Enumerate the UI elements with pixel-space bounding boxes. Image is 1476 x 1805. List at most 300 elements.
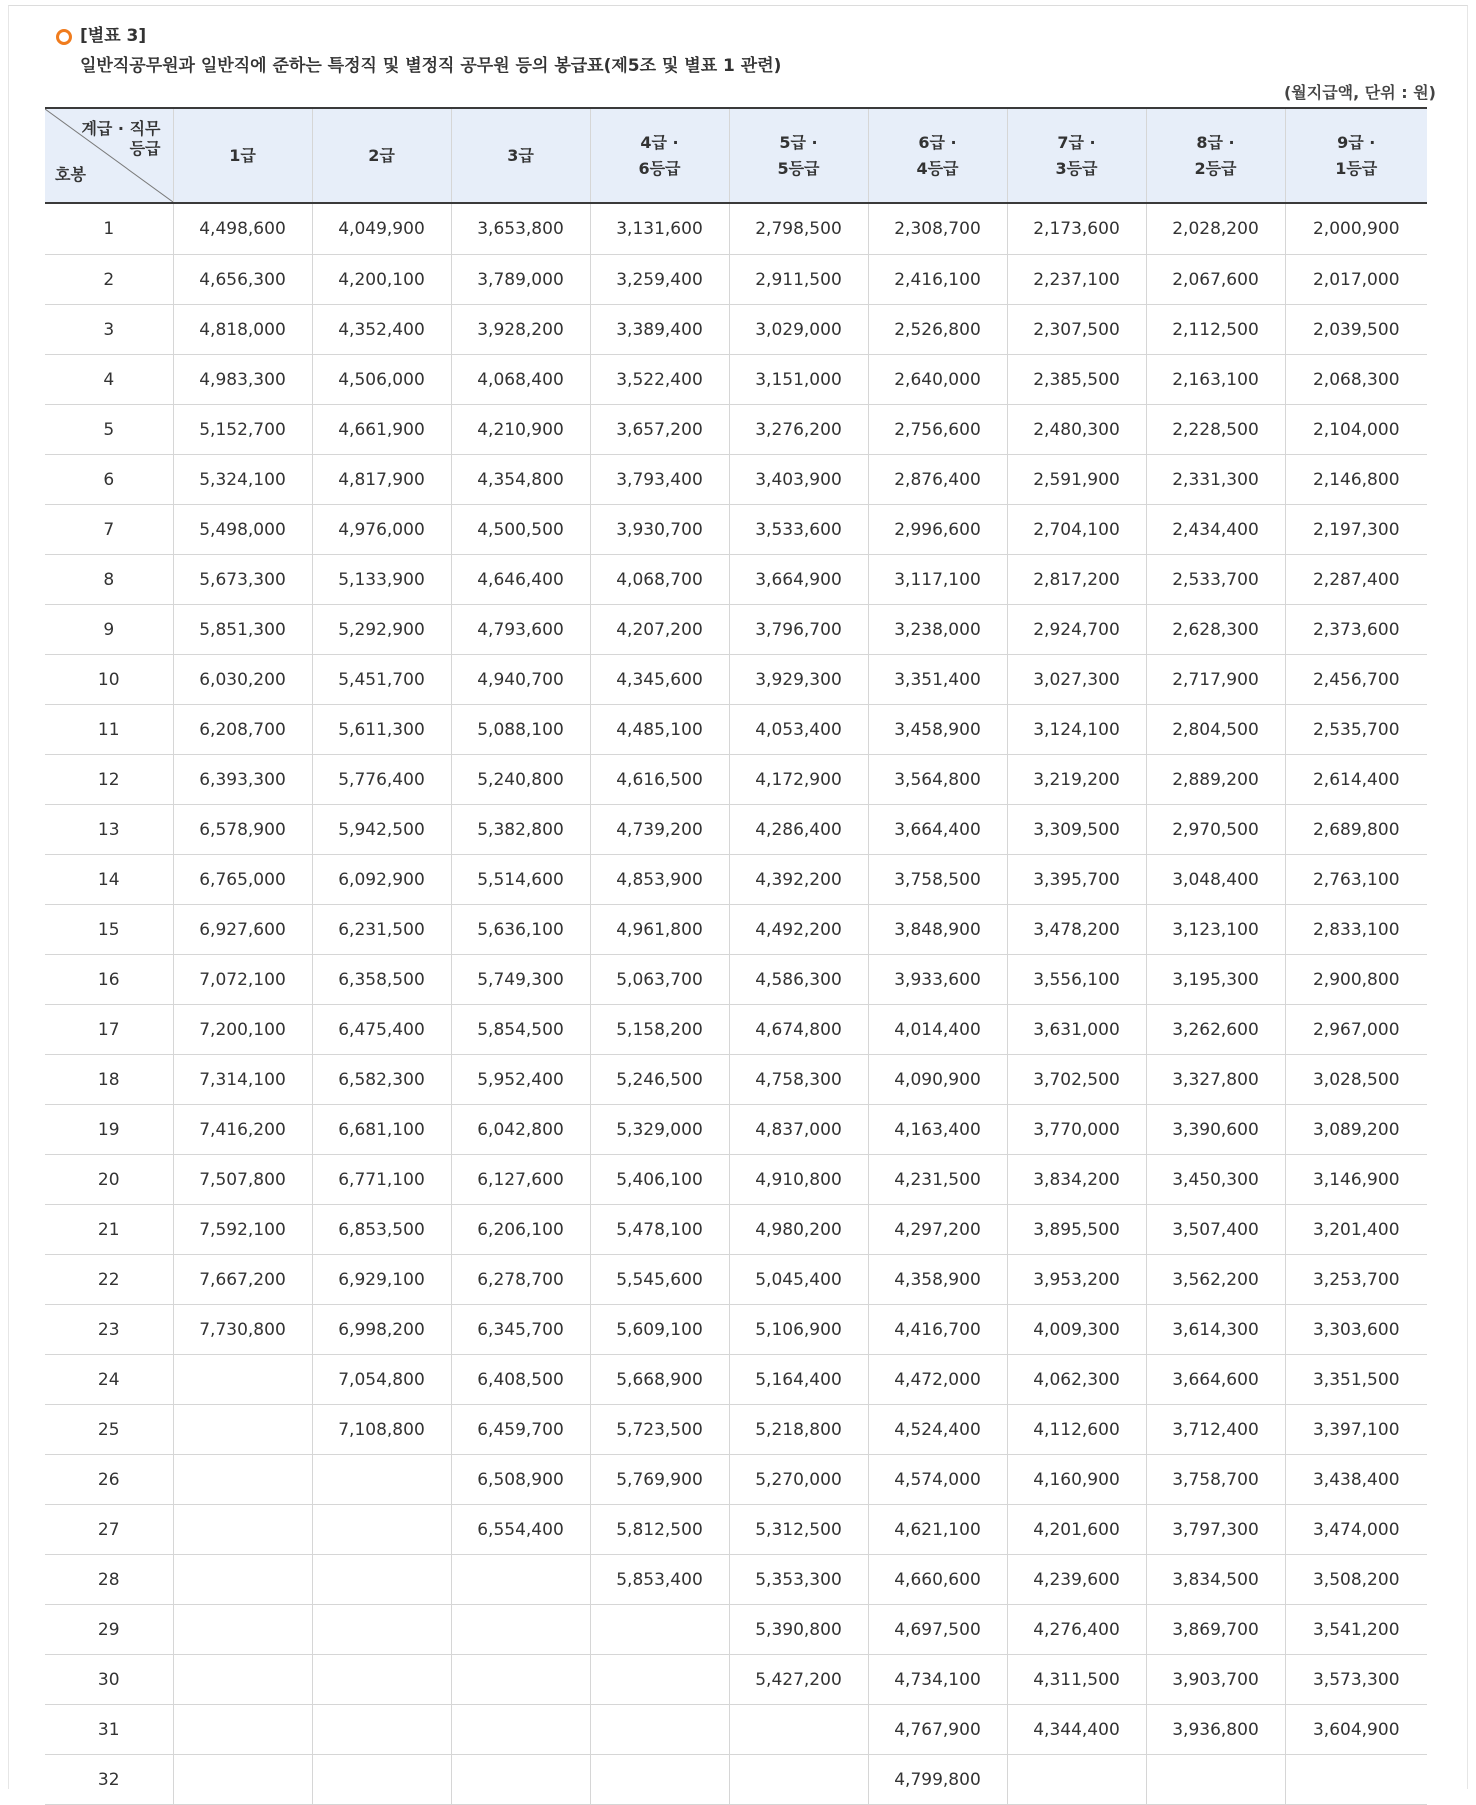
- salary-cell: 2,535,700: [1285, 705, 1427, 755]
- salary-cell: 3,562,200: [1146, 1255, 1285, 1305]
- salary-cell: 5,133,900: [312, 555, 451, 605]
- step-cell: 31: [45, 1705, 173, 1755]
- salary-cell: 3,796,700: [729, 605, 868, 655]
- salary-cell: [173, 1605, 312, 1655]
- salary-cell: 3,507,400: [1146, 1205, 1285, 1255]
- salary-cell: 2,970,500: [1146, 805, 1285, 855]
- salary-cell: 5,164,400: [729, 1355, 868, 1405]
- salary-cell: [312, 1505, 451, 1555]
- salary-cell: 2,804,500: [1146, 705, 1285, 755]
- table-row: [45, 1455, 1427, 1505]
- salary-cell: 4,961,800: [590, 905, 729, 955]
- salary-cell: 2,526,800: [868, 305, 1007, 355]
- salary-cell: 5,851,300: [173, 605, 312, 655]
- salary-cell: 6,681,100: [312, 1105, 451, 1155]
- salary-cell: 3,474,000: [1285, 1505, 1427, 1555]
- salary-cell: 7,667,200: [173, 1255, 312, 1305]
- corner-grade-line1: 계급 · 직무: [81, 119, 161, 138]
- salary-cell: 3,770,000: [1007, 1105, 1146, 1155]
- step-cell: 3: [45, 305, 173, 355]
- table-row: [45, 505, 1427, 555]
- salary-cell: [451, 1555, 590, 1605]
- salary-cell: [312, 1705, 451, 1755]
- salary-cell: 7,108,800: [312, 1405, 451, 1455]
- salary-cell: 4,210,900: [451, 405, 590, 455]
- salary-cell: 4,200,100: [312, 255, 451, 305]
- salary-cell: 5,292,900: [312, 605, 451, 655]
- table-row: [45, 1605, 1427, 1655]
- salary-cell: 2,996,600: [868, 505, 1007, 555]
- salary-cell: 6,998,200: [312, 1305, 451, 1355]
- salary-cell: 4,311,500: [1007, 1655, 1146, 1705]
- salary-cell: 2,228,500: [1146, 405, 1285, 455]
- salary-cell: 5,045,400: [729, 1255, 868, 1305]
- appendix-label: [별표 3]: [80, 26, 147, 46]
- column-header-8: [1146, 108, 1285, 203]
- table-row: [45, 355, 1427, 405]
- salary-cell: 4,472,000: [868, 1355, 1007, 1405]
- salary-cell: 3,123,100: [1146, 905, 1285, 955]
- column-header-line1: 3급: [507, 145, 534, 165]
- column-header-line1: 9급 ·: [1337, 132, 1376, 152]
- salary-cell: [729, 1705, 868, 1755]
- salary-cell: 6,042,800: [451, 1105, 590, 1155]
- salary-cell: 4,498,600: [173, 203, 312, 255]
- salary-cell: 4,014,400: [868, 1005, 1007, 1055]
- salary-cell: 4,009,300: [1007, 1305, 1146, 1355]
- salary-cell: [729, 1755, 868, 1805]
- salary-cell: 4,837,000: [729, 1105, 868, 1155]
- column-header-line1: 6급 ·: [918, 132, 957, 152]
- salary-cell: 5,329,000: [590, 1105, 729, 1155]
- step-cell: 8: [45, 555, 173, 605]
- salary-cell: 6,030,200: [173, 655, 312, 705]
- salary-cell: 4,910,800: [729, 1155, 868, 1205]
- salary-cell: 5,854,500: [451, 1005, 590, 1055]
- salary-cell: 5,088,100: [451, 705, 590, 755]
- step-cell: 16: [45, 955, 173, 1005]
- salary-cell: 5,451,700: [312, 655, 451, 705]
- salary-cell: 4,500,500: [451, 505, 590, 555]
- salary-cell: 2,456,700: [1285, 655, 1427, 705]
- salary-cell: 3,657,200: [590, 405, 729, 455]
- salary-cell: 3,653,800: [451, 203, 590, 255]
- salary-cell: 3,276,200: [729, 405, 868, 455]
- salary-cell: 4,160,900: [1007, 1455, 1146, 1505]
- column-header-7: [1007, 108, 1146, 203]
- table-row: [45, 805, 1427, 855]
- salary-cell: 4,049,900: [312, 203, 451, 255]
- salary-cell: 3,758,500: [868, 855, 1007, 905]
- column-header-5: [729, 108, 868, 203]
- column-header-line2: 1등급: [1335, 158, 1378, 178]
- salary-cell: 5,853,400: [590, 1555, 729, 1605]
- salary-cell: 3,928,200: [451, 305, 590, 355]
- step-cell: 18: [45, 1055, 173, 1105]
- salary-cell: 4,940,700: [451, 655, 590, 705]
- salary-cell: 3,631,000: [1007, 1005, 1146, 1055]
- salary-cell: 6,554,400: [451, 1505, 590, 1555]
- salary-cell: 4,354,800: [451, 455, 590, 505]
- salary-cell: 5,270,000: [729, 1455, 868, 1505]
- salary-cell: 4,345,600: [590, 655, 729, 705]
- column-header-line1: 7급 ·: [1057, 132, 1096, 152]
- salary-cell: 4,352,400: [312, 305, 451, 355]
- salary-cell: 3,403,900: [729, 455, 868, 505]
- salary-cell: 4,980,200: [729, 1205, 868, 1255]
- salary-cell: 2,017,000: [1285, 255, 1427, 305]
- column-header-line2: 3등급: [1055, 158, 1098, 178]
- salary-cell: 3,327,800: [1146, 1055, 1285, 1105]
- corner-grade-label: [81, 119, 160, 159]
- salary-cell: 2,967,000: [1285, 1005, 1427, 1055]
- salary-cell: 5,406,100: [590, 1155, 729, 1205]
- salary-cell: 2,434,400: [1146, 505, 1285, 555]
- salary-cell: 2,173,600: [1007, 203, 1146, 255]
- step-cell: 1: [45, 203, 173, 255]
- table-row: [45, 1405, 1427, 1455]
- salary-cell: 6,206,100: [451, 1205, 590, 1255]
- salary-cell: 5,723,500: [590, 1405, 729, 1455]
- table-row: [45, 1155, 1427, 1205]
- salary-cell: 3,702,500: [1007, 1055, 1146, 1105]
- salary-cell: 3,564,800: [868, 755, 1007, 805]
- salary-table: [45, 107, 1427, 1805]
- salary-cell: 3,797,300: [1146, 1505, 1285, 1555]
- salary-cell: 4,068,700: [590, 555, 729, 605]
- salary-cell: 2,146,800: [1285, 455, 1427, 505]
- salary-cell: 3,478,200: [1007, 905, 1146, 955]
- salary-cell: 7,314,100: [173, 1055, 312, 1105]
- step-cell: 6: [45, 455, 173, 505]
- salary-cell: 3,131,600: [590, 203, 729, 255]
- salary-cell: 3,397,100: [1285, 1405, 1427, 1455]
- step-cell: 25: [45, 1405, 173, 1455]
- salary-cell: 3,895,500: [1007, 1205, 1146, 1255]
- salary-cell: [451, 1605, 590, 1655]
- salary-cell: 4,674,800: [729, 1005, 868, 1055]
- salary-cell: 3,389,400: [590, 305, 729, 355]
- salary-cell: 5,312,500: [729, 1505, 868, 1555]
- salary-cell: 3,195,300: [1146, 955, 1285, 1005]
- salary-cell: 4,286,400: [729, 805, 868, 855]
- salary-cell: 4,201,600: [1007, 1505, 1146, 1555]
- salary-cell: 6,771,100: [312, 1155, 451, 1205]
- salary-cell: 2,798,500: [729, 203, 868, 255]
- ring-bullet-icon: [56, 29, 72, 45]
- column-header-line2: 5등급: [777, 158, 820, 178]
- table-row: [45, 1705, 1427, 1755]
- salary-cell: 2,628,300: [1146, 605, 1285, 655]
- salary-cell: 4,297,200: [868, 1205, 1007, 1255]
- salary-cell: 2,889,200: [1146, 755, 1285, 805]
- salary-cell: 6,929,100: [312, 1255, 451, 1305]
- salary-cell: [173, 1455, 312, 1505]
- table-row: [45, 1755, 1427, 1805]
- salary-cell: 4,492,200: [729, 905, 868, 955]
- salary-cell: [173, 1705, 312, 1755]
- corner-header-cell: [45, 108, 173, 203]
- salary-cell: [451, 1755, 590, 1805]
- salary-cell: 5,152,700: [173, 405, 312, 455]
- salary-cell: 3,458,900: [868, 705, 1007, 755]
- salary-cell: 5,776,400: [312, 755, 451, 805]
- salary-cell: 2,287,400: [1285, 555, 1427, 605]
- salary-cell: 4,817,900: [312, 455, 451, 505]
- table-row: [45, 1105, 1427, 1155]
- salary-cell: 4,660,600: [868, 1555, 1007, 1605]
- salary-cell: 2,763,100: [1285, 855, 1427, 905]
- salary-cell: 6,475,400: [312, 1005, 451, 1055]
- column-header-line1: 8급 ·: [1196, 132, 1235, 152]
- salary-cell: [173, 1505, 312, 1555]
- salary-cell: 2,924,700: [1007, 605, 1146, 655]
- salary-cell: 3,533,600: [729, 505, 868, 555]
- salary-cell: 3,834,500: [1146, 1555, 1285, 1605]
- title-block: [56, 24, 1436, 76]
- table-row: [45, 305, 1427, 355]
- column-header-line2: 2등급: [1194, 158, 1237, 178]
- salary-cell: 3,028,500: [1285, 1055, 1427, 1105]
- table-row: [45, 1205, 1427, 1255]
- salary-cell: 4,734,100: [868, 1655, 1007, 1705]
- salary-cell: 3,604,900: [1285, 1705, 1427, 1755]
- salary-cell: 4,239,600: [1007, 1555, 1146, 1605]
- salary-cell: 2,876,400: [868, 455, 1007, 505]
- salary-cell: 3,219,200: [1007, 755, 1146, 805]
- salary-cell: 3,541,200: [1285, 1605, 1427, 1655]
- table-row: [45, 255, 1427, 305]
- salary-cell: 6,393,300: [173, 755, 312, 805]
- salary-cell: 3,508,200: [1285, 1555, 1427, 1605]
- salary-cell: 4,207,200: [590, 605, 729, 655]
- salary-cell: 6,508,900: [451, 1455, 590, 1505]
- salary-cell: [590, 1705, 729, 1755]
- salary-cell: 3,390,600: [1146, 1105, 1285, 1155]
- salary-cell: 3,309,500: [1007, 805, 1146, 855]
- column-header-2: [312, 108, 451, 203]
- salary-cell: 5,498,000: [173, 505, 312, 555]
- salary-cell: 2,197,300: [1285, 505, 1427, 555]
- salary-cell: 3,848,900: [868, 905, 1007, 955]
- salary-cell: 5,673,300: [173, 555, 312, 605]
- column-header-line2: 4등급: [916, 158, 959, 178]
- step-cell: 10: [45, 655, 173, 705]
- step-cell: 26: [45, 1455, 173, 1505]
- salary-cell: 2,533,700: [1146, 555, 1285, 605]
- salary-cell: [1007, 1755, 1146, 1805]
- salary-cell: 3,929,300: [729, 655, 868, 705]
- table-row: [45, 1555, 1427, 1605]
- salary-cell: 4,524,400: [868, 1405, 1007, 1455]
- salary-cell: [312, 1755, 451, 1805]
- table-row: [45, 905, 1427, 955]
- salary-cell: 3,146,900: [1285, 1155, 1427, 1205]
- salary-cell: 5,427,200: [729, 1655, 868, 1705]
- salary-cell: 7,507,800: [173, 1155, 312, 1205]
- table-row: [45, 1505, 1427, 1555]
- salary-cell: 3,712,400: [1146, 1405, 1285, 1455]
- table-row: [45, 605, 1427, 655]
- step-cell: 13: [45, 805, 173, 855]
- salary-cell: 2,689,800: [1285, 805, 1427, 855]
- salary-cell: 6,578,900: [173, 805, 312, 855]
- salary-cell: [451, 1705, 590, 1755]
- salary-cell: [312, 1455, 451, 1505]
- salary-cell: 2,000,900: [1285, 203, 1427, 255]
- salary-cell: 4,485,100: [590, 705, 729, 755]
- step-cell: 11: [45, 705, 173, 755]
- salary-cell: 4,983,300: [173, 355, 312, 405]
- salary-cell: 5,158,200: [590, 1005, 729, 1055]
- salary-cell: 3,253,700: [1285, 1255, 1427, 1305]
- step-cell: 14: [45, 855, 173, 905]
- salary-cell: 4,392,200: [729, 855, 868, 905]
- salary-cell: 4,344,400: [1007, 1705, 1146, 1755]
- table-row: [45, 1355, 1427, 1405]
- table-row: [45, 855, 1427, 905]
- salary-cell: 6,208,700: [173, 705, 312, 755]
- document-heading: 일반직공무원과 일반직에 준하는 특정직 및 별정직 공무원 등의 봉급표(제5조 및 별표 1 관련): [80, 56, 782, 76]
- salary-cell: 6,765,000: [173, 855, 312, 905]
- salary-cell: 4,853,900: [590, 855, 729, 905]
- salary-cell: 6,092,900: [312, 855, 451, 905]
- salary-cell: 3,351,500: [1285, 1355, 1427, 1405]
- table-row: [45, 1005, 1427, 1055]
- step-cell: 4: [45, 355, 173, 405]
- salary-cell: 3,936,800: [1146, 1705, 1285, 1755]
- step-cell: 5: [45, 405, 173, 455]
- salary-cell: 5,390,800: [729, 1605, 868, 1655]
- salary-table-body: [45, 203, 1427, 1805]
- salary-cell: 3,124,100: [1007, 705, 1146, 755]
- salary-cell: 3,933,600: [868, 955, 1007, 1005]
- salary-cell: 2,833,100: [1285, 905, 1427, 955]
- salary-cell: 4,163,400: [868, 1105, 1007, 1155]
- salary-cell: 2,640,000: [868, 355, 1007, 405]
- salary-cell: 3,758,700: [1146, 1455, 1285, 1505]
- title-line: [56, 24, 1436, 48]
- salary-cell: 3,238,000: [868, 605, 1007, 655]
- salary-cell: 3,556,100: [1007, 955, 1146, 1005]
- salary-cell: 2,331,300: [1146, 455, 1285, 505]
- column-header-line2: 6등급: [638, 158, 681, 178]
- salary-cell: 5,611,300: [312, 705, 451, 755]
- salary-cell: 4,621,100: [868, 1505, 1007, 1555]
- salary-cell: 4,062,300: [1007, 1355, 1146, 1405]
- salary-cell: 6,278,700: [451, 1255, 590, 1305]
- header-row: [45, 108, 1427, 203]
- salary-cell: 3,117,100: [868, 555, 1007, 605]
- salary-cell: 3,522,400: [590, 355, 729, 405]
- salary-cell: 7,416,200: [173, 1105, 312, 1155]
- salary-cell: 6,127,600: [451, 1155, 590, 1205]
- salary-cell: 2,028,200: [1146, 203, 1285, 255]
- step-cell: 17: [45, 1005, 173, 1055]
- salary-cell: 4,616,500: [590, 755, 729, 805]
- salary-cell: 4,646,400: [451, 555, 590, 605]
- salary-cell: 5,668,900: [590, 1355, 729, 1405]
- salary-cell: 2,039,500: [1285, 305, 1427, 355]
- salary-cell: [312, 1555, 451, 1605]
- salary-cell: 2,163,100: [1146, 355, 1285, 405]
- salary-cell: 3,664,400: [868, 805, 1007, 855]
- salary-cell: 3,029,000: [729, 305, 868, 355]
- salary-cell: 2,112,500: [1146, 305, 1285, 355]
- salary-cell: 3,262,600: [1146, 1005, 1285, 1055]
- salary-cell: 6,927,600: [173, 905, 312, 955]
- salary-cell: 4,053,400: [729, 705, 868, 755]
- salary-cell: [312, 1605, 451, 1655]
- salary-cell: 2,900,800: [1285, 955, 1427, 1005]
- column-header-line1: 5급 ·: [779, 132, 818, 152]
- salary-cell: 3,953,200: [1007, 1255, 1146, 1305]
- salary-cell: [590, 1605, 729, 1655]
- salary-cell: [1146, 1755, 1285, 1805]
- salary-cell: 4,697,500: [868, 1605, 1007, 1655]
- salary-cell: 5,609,100: [590, 1305, 729, 1355]
- salary-cell: 4,172,900: [729, 755, 868, 805]
- step-cell: 20: [45, 1155, 173, 1205]
- salary-cell: 3,573,300: [1285, 1655, 1427, 1705]
- salary-cell: 5,514,600: [451, 855, 590, 905]
- step-cell: 19: [45, 1105, 173, 1155]
- step-cell: 7: [45, 505, 173, 555]
- salary-cell: 4,112,600: [1007, 1405, 1146, 1455]
- salary-cell: 4,574,000: [868, 1455, 1007, 1505]
- corner-grade-line2: 등급: [129, 139, 161, 158]
- salary-cell: 4,090,900: [868, 1055, 1007, 1105]
- salary-cell: 6,582,300: [312, 1055, 451, 1105]
- step-cell: 23: [45, 1305, 173, 1355]
- column-header-4: [590, 108, 729, 203]
- salary-cell: 4,767,900: [868, 1705, 1007, 1755]
- salary-cell: 5,218,800: [729, 1405, 868, 1455]
- salary-cell: 2,307,500: [1007, 305, 1146, 355]
- step-cell: 22: [45, 1255, 173, 1305]
- salary-cell: 2,911,500: [729, 255, 868, 305]
- salary-cell: 3,259,400: [590, 255, 729, 305]
- salary-cell: 4,661,900: [312, 405, 451, 455]
- table-row: [45, 655, 1427, 705]
- salary-cell: 5,324,100: [173, 455, 312, 505]
- salary-cell: 2,104,000: [1285, 405, 1427, 455]
- salary-cell: 5,769,900: [590, 1455, 729, 1505]
- salary-cell: [451, 1655, 590, 1705]
- salary-cell: [173, 1755, 312, 1805]
- salary-cell: 3,438,400: [1285, 1455, 1427, 1505]
- table-row: [45, 455, 1427, 505]
- table-row: [45, 705, 1427, 755]
- salary-cell: [590, 1755, 729, 1805]
- step-cell: 15: [45, 905, 173, 955]
- salary-cell: 2,704,100: [1007, 505, 1146, 555]
- salary-cell: 3,048,400: [1146, 855, 1285, 905]
- column-header-1: [173, 108, 312, 203]
- table-row: [45, 1305, 1427, 1355]
- salary-cell: 3,395,700: [1007, 855, 1146, 905]
- corner-step-label: 호봉: [55, 165, 86, 184]
- salary-cell: 2,237,100: [1007, 255, 1146, 305]
- corner-header: [45, 109, 173, 202]
- salary-cell: 4,818,000: [173, 305, 312, 355]
- step-cell: 24: [45, 1355, 173, 1405]
- unit-note: (월지급액, 단위 : 원): [1283, 83, 1436, 102]
- step-cell: 28: [45, 1555, 173, 1605]
- salary-cell: 4,739,200: [590, 805, 729, 855]
- step-cell: 2: [45, 255, 173, 305]
- salary-cell: 7,592,100: [173, 1205, 312, 1255]
